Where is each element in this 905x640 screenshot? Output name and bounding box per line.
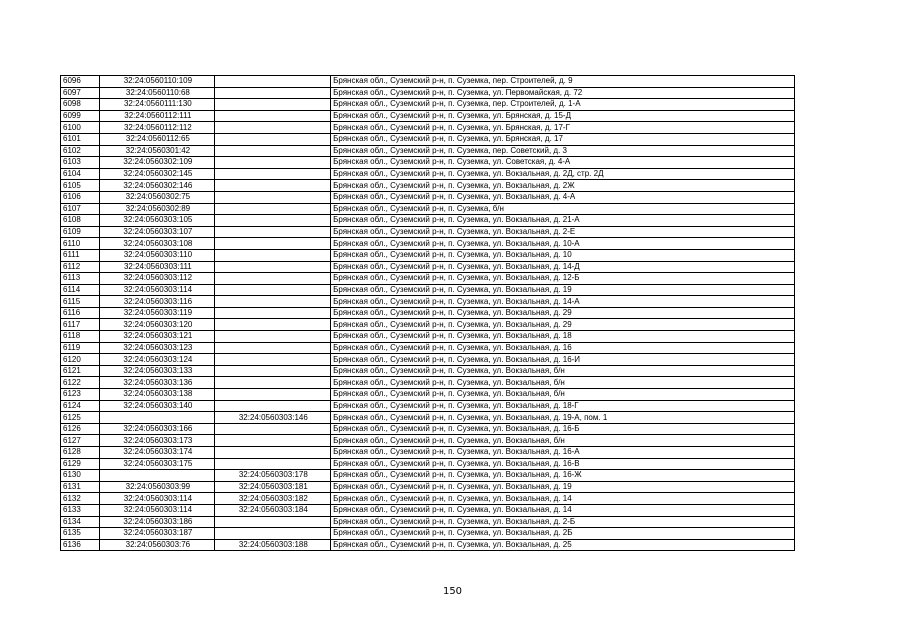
- row-number-cell: 6117: [61, 319, 100, 331]
- related-cadastral-number-cell: [214, 319, 330, 331]
- related-cadastral-number-cell: [214, 99, 330, 111]
- related-cadastral-number-cell: [214, 400, 330, 412]
- cadastral-number-cell: 32:24:0560112:65: [100, 133, 214, 145]
- row-number-cell: 6122: [61, 377, 100, 389]
- row-number-cell: 6099: [61, 110, 100, 122]
- address-cell: Брянская обл., Суземский р-н, п. Суземка, ул. Вокзальная, д. 19-А, пом. 1: [331, 412, 795, 424]
- address-cell: Брянская обл., Суземский р-н, п. Суземка, ул. Вокзальная, д. 16: [331, 342, 795, 354]
- row-number-cell: 6108: [61, 215, 100, 227]
- address-cell: Брянская обл., Суземский р-н, п. Суземка, ул. Вокзальная, б/н: [331, 377, 795, 389]
- page-number: 150: [442, 586, 463, 597]
- row-number-cell: 6126: [61, 423, 100, 435]
- row-number-cell: 6104: [61, 168, 100, 180]
- address-cell: Брянская обл., Суземский р-н, п. Суземка, ул. Вокзальная, д. 19: [331, 284, 795, 296]
- address-cell: Брянская обл., Суземский р-н, п. Суземка, ул. Вокзальная, д. 29: [331, 307, 795, 319]
- address-cell: Брянская обл., Суземский р-н, п. Суземка, ул. Вокзальная, б/н: [331, 365, 795, 377]
- row-number-cell: 6115: [61, 296, 100, 308]
- table-row: [61, 122, 795, 134]
- related-cadastral-number-cell: [214, 423, 330, 435]
- row-number-cell: 6118: [61, 331, 100, 343]
- related-cadastral-number-cell: 32:24:0560303:184: [214, 504, 330, 516]
- related-cadastral-number-cell: [214, 133, 330, 145]
- row-number-cell: 6131: [61, 481, 100, 493]
- address-cell: Брянская обл., Суземский р-н, п. Суземка, ул. Вокзальная, д. 25: [331, 539, 795, 551]
- cadastral-number-cell: [100, 470, 214, 482]
- address-cell: Брянская обл., Суземский р-н, п. Суземка, ул. Вокзальная, б/н: [331, 389, 795, 401]
- table-row: [61, 261, 795, 273]
- related-cadastral-number-cell: [214, 110, 330, 122]
- related-cadastral-number-cell: [214, 145, 330, 157]
- registry-table-body: [61, 76, 795, 551]
- cadastral-number-cell: 32:24:0560303:120: [100, 319, 214, 331]
- cadastral-number-cell: 32:24:0560303:173: [100, 435, 214, 447]
- table-row: [61, 203, 795, 215]
- table-row: [61, 110, 795, 122]
- row-number-cell: 6103: [61, 157, 100, 169]
- address-cell: Брянская обл., Суземский р-н, п. Суземка, ул. Вокзальная, д. 16-Ж: [331, 470, 795, 482]
- row-number-cell: 6111: [61, 249, 100, 261]
- address-cell: Брянская обл., Суземский р-н, п. Суземка, пер. Советский, д. 3: [331, 145, 795, 157]
- table-row: [61, 168, 795, 180]
- related-cadastral-number-cell: [214, 516, 330, 528]
- table-row: [61, 504, 795, 516]
- address-cell: Брянская обл., Суземский р-н, п. Суземка, ул. Вокзальная, д. 19: [331, 481, 795, 493]
- cadastral-number-cell: 32:24:0560303:186: [100, 516, 214, 528]
- cadastral-number-cell: 32:24:0560302:109: [100, 157, 214, 169]
- related-cadastral-number-cell: [214, 168, 330, 180]
- related-cadastral-number-cell: 32:24:0560303:181: [214, 481, 330, 493]
- row-number-cell: 6120: [61, 354, 100, 366]
- table-row: [61, 215, 795, 227]
- row-number-cell: 6128: [61, 447, 100, 459]
- table-row: [61, 133, 795, 145]
- address-cell: Брянская обл., Суземский р-н, п. Суземка, ул. Вокзальная, д. 16-А: [331, 447, 795, 459]
- address-cell: Брянская обл., Суземский р-н, п. Суземка, ул. Вокзальная, д. 14-А: [331, 296, 795, 308]
- related-cadastral-number-cell: [214, 191, 330, 203]
- table-row: [61, 331, 795, 343]
- table-row: [61, 87, 795, 99]
- cadastral-number-cell: 32:24:0560112:112: [100, 122, 214, 134]
- related-cadastral-number-cell: [214, 365, 330, 377]
- table-row: [61, 365, 795, 377]
- row-number-cell: 6135: [61, 528, 100, 540]
- table-row: [61, 76, 795, 88]
- address-cell: Брянская обл., Суземский р-н, п. Суземка, ул. Вокзальная, д. 21-А: [331, 215, 795, 227]
- address-cell: Брянская обл., Суземский р-н, п. Суземка, ул. Вокзальная, д. 10-А: [331, 238, 795, 250]
- address-cell: Брянская обл., Суземский р-н, п. Суземка, ул. Вокзальная, д. 14-Д: [331, 261, 795, 273]
- related-cadastral-number-cell: 32:24:0560303:146: [214, 412, 330, 424]
- table-row: [61, 435, 795, 447]
- address-cell: Брянская обл., Суземский р-н, п. Суземка, пер. Строителей, д. 9: [331, 76, 795, 88]
- related-cadastral-number-cell: [214, 331, 330, 343]
- table-row: [61, 400, 795, 412]
- table-row: [61, 516, 795, 528]
- table-row: [61, 447, 795, 459]
- cadastral-number-cell: 32:24:0560111:130: [100, 99, 214, 111]
- row-number-cell: 6114: [61, 284, 100, 296]
- row-number-cell: 6109: [61, 226, 100, 238]
- cadastral-number-cell: 32:24:0560303:105: [100, 215, 214, 227]
- row-number-cell: 6100: [61, 122, 100, 134]
- address-cell: Брянская обл., Суземский р-н, п. Суземка, ул. Вокзальная, д. 18: [331, 331, 795, 343]
- cadastral-number-cell: 32:24:0560303:133: [100, 365, 214, 377]
- address-cell: Брянская обл., Суземский р-н, п. Суземка, ул. Вокзальная, д. 14: [331, 493, 795, 505]
- related-cadastral-number-cell: [214, 528, 330, 540]
- address-cell: Брянская обл., Суземский р-н, п. Суземка, ул. Вокзальная, д. 16-В: [331, 458, 795, 470]
- cadastral-number-cell: [100, 412, 214, 424]
- address-cell: Брянская обл., Суземский р-н, п. Суземка, ул. Вокзальная, д. 2Ж: [331, 180, 795, 192]
- related-cadastral-number-cell: 32:24:0560303:188: [214, 539, 330, 551]
- table-row: [61, 319, 795, 331]
- row-number-cell: 6101: [61, 133, 100, 145]
- row-number-cell: 6132: [61, 493, 100, 505]
- address-cell: Брянская обл., Суземский р-н, п. Суземка, ул. Вокзальная, д. 2Б: [331, 528, 795, 540]
- address-cell: Брянская обл., Суземский р-н, п. Суземка, ул. Первомайская, д. 72: [331, 87, 795, 99]
- address-cell: Брянская обл., Суземский р-н, п. Суземка, ул. Брянская, д. 17: [331, 133, 795, 145]
- address-cell: Брянская обл., Суземский р-н, п. Суземка, ул. Брянская, д. 15-Д: [331, 110, 795, 122]
- related-cadastral-number-cell: [214, 296, 330, 308]
- address-cell: Брянская обл., Суземский р-н, п. Суземка, ул. Вокзальная, д. 10: [331, 249, 795, 261]
- table-row: [61, 423, 795, 435]
- row-number-cell: 6125: [61, 412, 100, 424]
- address-cell: Брянская обл., Суземский р-н, п. Суземка, ул. Брянская, д. 17-Г: [331, 122, 795, 134]
- row-number-cell: 6107: [61, 203, 100, 215]
- cadastral-number-cell: 32:24:0560303:99: [100, 481, 214, 493]
- address-cell: Брянская обл., Суземский р-н, п. Суземка, ул. Вокзальная, д. 29: [331, 319, 795, 331]
- related-cadastral-number-cell: [214, 87, 330, 99]
- table-row: [61, 389, 795, 401]
- cadastral-number-cell: 32:24:0560303:114: [100, 493, 214, 505]
- cadastral-number-cell: 32:24:0560303:76: [100, 539, 214, 551]
- row-number-cell: 6096: [61, 76, 100, 88]
- cadastral-number-cell: 32:24:0560110:109: [100, 76, 214, 88]
- cadastral-number-cell: 32:24:0560301:42: [100, 145, 214, 157]
- table-row: [61, 249, 795, 261]
- address-cell: Брянская обл., Суземский р-н, п. Суземка, б/н: [331, 203, 795, 215]
- table-row: [61, 412, 795, 424]
- table-row: [61, 145, 795, 157]
- related-cadastral-number-cell: [214, 203, 330, 215]
- address-cell: Брянская обл., Суземский р-н, п. Суземка, ул. Вокзальная, д. 16-И: [331, 354, 795, 366]
- related-cadastral-number-cell: [214, 458, 330, 470]
- address-cell: Брянская обл., Суземский р-н, п. Суземка, ул. Вокзальная, д. 12-Б: [331, 273, 795, 285]
- related-cadastral-number-cell: [214, 273, 330, 285]
- address-cell: Брянская обл., Суземский р-н, п. Суземка, ул. Вокзальная, д. 2-Б: [331, 516, 795, 528]
- cadastral-number-cell: 32:24:0560303:114: [100, 504, 214, 516]
- address-cell: Брянская обл., Суземский р-н, п. Суземка, ул. Вокзальная, д. 14: [331, 504, 795, 516]
- row-number-cell: 6130: [61, 470, 100, 482]
- address-cell: Брянская обл., Суземский р-н, п. Суземка, ул. Советская, д. 4-А: [331, 157, 795, 169]
- row-number-cell: 6113: [61, 273, 100, 285]
- table-row: [61, 481, 795, 493]
- cadastral-number-cell: 32:24:0560303:121: [100, 331, 214, 343]
- row-number-cell: 6116: [61, 307, 100, 319]
- related-cadastral-number-cell: [214, 249, 330, 261]
- cadastral-number-cell: 32:24:0560302:145: [100, 168, 214, 180]
- address-cell: Брянская обл., Суземский р-н, п. Суземка, ул. Вокзальная, д. 18-Г: [331, 400, 795, 412]
- table-row: [61, 226, 795, 238]
- table-row: [61, 458, 795, 470]
- related-cadastral-number-cell: [214, 307, 330, 319]
- table-row: [61, 377, 795, 389]
- cadastral-number-cell: 32:24:0560303:175: [100, 458, 214, 470]
- row-number-cell: 6097: [61, 87, 100, 99]
- related-cadastral-number-cell: [214, 354, 330, 366]
- related-cadastral-number-cell: 32:24:0560303:182: [214, 493, 330, 505]
- table-row: [61, 528, 795, 540]
- table-row: [61, 493, 795, 505]
- address-cell: Брянская обл., Суземский р-н, п. Суземка, пер. Строителей, д. 1-А: [331, 99, 795, 111]
- related-cadastral-number-cell: [214, 238, 330, 250]
- related-cadastral-number-cell: 32:24:0560303:178: [214, 470, 330, 482]
- row-number-cell: 6105: [61, 180, 100, 192]
- row-number-cell: 6124: [61, 400, 100, 412]
- address-cell: Брянская обл., Суземский р-н, п. Суземка, ул. Вокзальная, б/н: [331, 435, 795, 447]
- row-number-cell: 6121: [61, 365, 100, 377]
- row-number-cell: 6134: [61, 516, 100, 528]
- registry-table: [60, 75, 795, 551]
- table-row: [61, 470, 795, 482]
- table-row: [61, 99, 795, 111]
- cadastral-number-cell: 32:24:0560303:110: [100, 249, 214, 261]
- related-cadastral-number-cell: [214, 215, 330, 227]
- row-number-cell: 6136: [61, 539, 100, 551]
- table-row: [61, 284, 795, 296]
- cadastral-number-cell: 32:24:0560110:68: [100, 87, 214, 99]
- cadastral-number-cell: 32:24:0560303:138: [100, 389, 214, 401]
- row-number-cell: 6112: [61, 261, 100, 273]
- cadastral-number-cell: 32:24:0560303:124: [100, 354, 214, 366]
- cadastral-number-cell: 32:24:0560303:107: [100, 226, 214, 238]
- cadastral-number-cell: 32:24:0560303:166: [100, 423, 214, 435]
- table-row: [61, 539, 795, 551]
- related-cadastral-number-cell: [214, 226, 330, 238]
- cadastral-number-cell: 32:24:0560303:111: [100, 261, 214, 273]
- cadastral-number-cell: 32:24:0560302:89: [100, 203, 214, 215]
- cadastral-number-cell: 32:24:0560303:187: [100, 528, 214, 540]
- related-cadastral-number-cell: [214, 342, 330, 354]
- table-row: [61, 296, 795, 308]
- table-row: [61, 354, 795, 366]
- row-number-cell: 6119: [61, 342, 100, 354]
- row-number-cell: 6102: [61, 145, 100, 157]
- related-cadastral-number-cell: [214, 389, 330, 401]
- table-row: [61, 307, 795, 319]
- row-number-cell: 6098: [61, 99, 100, 111]
- table-row: [61, 191, 795, 203]
- cadastral-number-cell: 32:24:0560303:123: [100, 342, 214, 354]
- address-cell: Брянская обл., Суземский р-н, п. Суземка, ул. Вокзальная, д. 4-А: [331, 191, 795, 203]
- related-cadastral-number-cell: [214, 435, 330, 447]
- table-row: [61, 180, 795, 192]
- cadastral-number-cell: 32:24:0560112:111: [100, 110, 214, 122]
- table-row: [61, 342, 795, 354]
- table-row: [61, 157, 795, 169]
- cadastral-number-cell: 32:24:0560302:75: [100, 191, 214, 203]
- address-cell: Брянская обл., Суземский р-н, п. Суземка, ул. Вокзальная, д. 2Д, стр. 2Д: [331, 168, 795, 180]
- related-cadastral-number-cell: [214, 261, 330, 273]
- cadastral-number-cell: 32:24:0560303:108: [100, 238, 214, 250]
- row-number-cell: 6110: [61, 238, 100, 250]
- row-number-cell: 6123: [61, 389, 100, 401]
- address-cell: Брянская обл., Суземский р-н, п. Суземка, ул. Вокзальная, д. 2-Е: [331, 226, 795, 238]
- row-number-cell: 6133: [61, 504, 100, 516]
- cadastral-number-cell: 32:24:0560303:174: [100, 447, 214, 459]
- row-number-cell: 6127: [61, 435, 100, 447]
- related-cadastral-number-cell: [214, 122, 330, 134]
- cadastral-number-cell: 32:24:0560303:114: [100, 284, 214, 296]
- address-cell: Брянская обл., Суземский р-н, п. Суземка, ул. Вокзальная, д. 16-Б: [331, 423, 795, 435]
- cadastral-number-cell: 32:24:0560303:140: [100, 400, 214, 412]
- cadastral-number-cell: 32:24:0560303:136: [100, 377, 214, 389]
- related-cadastral-number-cell: [214, 157, 330, 169]
- related-cadastral-number-cell: [214, 284, 330, 296]
- related-cadastral-number-cell: [214, 377, 330, 389]
- cadastral-number-cell: 32:24:0560303:119: [100, 307, 214, 319]
- related-cadastral-number-cell: [214, 447, 330, 459]
- related-cadastral-number-cell: [214, 76, 330, 88]
- row-number-cell: 6106: [61, 191, 100, 203]
- table-row: [61, 273, 795, 285]
- table-row: [61, 238, 795, 250]
- cadastral-number-cell: 32:24:0560303:112: [100, 273, 214, 285]
- related-cadastral-number-cell: [214, 180, 330, 192]
- cadastral-number-cell: 32:24:0560302:146: [100, 180, 214, 192]
- row-number-cell: 6129: [61, 458, 100, 470]
- cadastral-number-cell: 32:24:0560303:116: [100, 296, 214, 308]
